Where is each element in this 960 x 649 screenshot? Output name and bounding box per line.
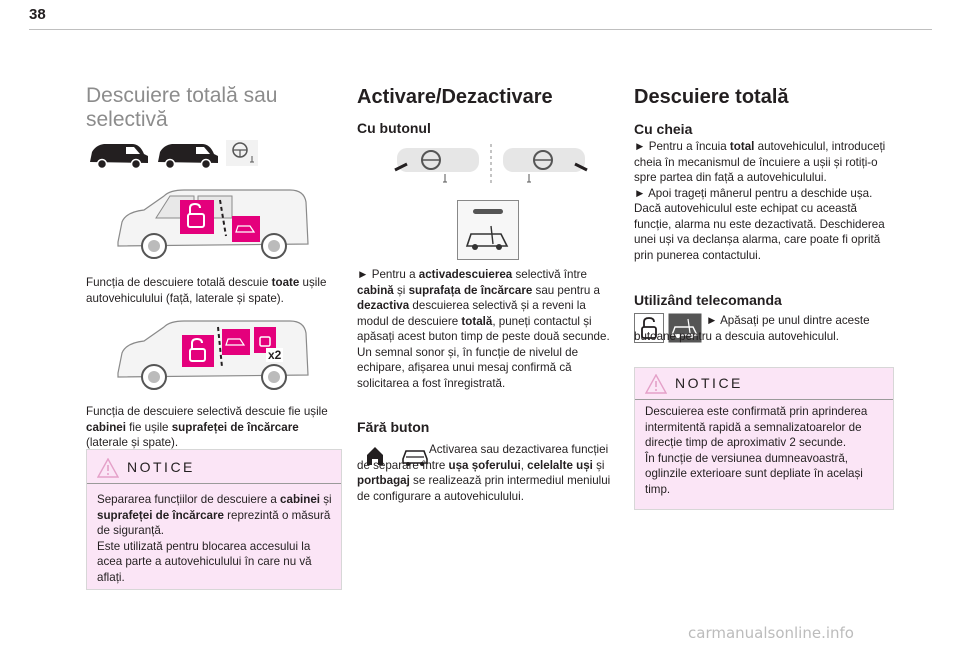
notice-text: Separarea funcțiilor de descuiere a cabinei și suprafeței de încărcare reprezintă o măsură de siguranță. Este utilizată pentru blocarea accesului la acea parte a autovehiculului în care nu vă aflați. xyxy=(97,493,332,584)
section-title-line2: selectivă xyxy=(86,108,168,131)
key-instructions: ► Pentru a încuia total autovehiculul, introduceți cheia în mecanismul de încuiere a ușii și rotiți-o spre partea din față a autovehiculului. ► Apoi trageți mânerul pentru a deschide ușa. Dacă autovehiculul este echipat cu această funcție, alarma nu este dezactivată. Deschiderea unei uși va declanșa alarma, care poate fi oprită prin punerea contactului. xyxy=(634,140,886,262)
steering-wheel-icon xyxy=(226,140,258,166)
total-unlock-description: Funcția de descuiere totală descuie toate ușile autovehiculului (față, laterale și spate). xyxy=(86,276,327,305)
subsection-title-button: Cu butonul xyxy=(357,120,431,136)
van-total-unlock-illustration xyxy=(114,182,314,264)
button-instructions: ► Pentru a activadescuierea selectivă între cabină și suprafața de încărcare sau pentru a dezactiva descuierea selectivă și a reveni la modul de descuiere totală, puneți contactul și apăsați acest buton timp de peste două secunde. Un semnal sonor și, în funcție de nivelul de echipare, afișarea unui mesaj confirmă că solicitarea a fost înregistrată. xyxy=(357,268,610,390)
subsection-title-key: Cu cheia xyxy=(634,121,693,137)
warning-icon xyxy=(645,374,667,394)
page-number: 38 xyxy=(29,6,46,23)
van-unlock-icon xyxy=(222,329,250,355)
warning-icon xyxy=(97,458,119,478)
dashboard-door-views xyxy=(393,142,589,188)
section-title xyxy=(86,84,346,132)
notice-box-separation xyxy=(86,449,342,590)
footer-watermark: carmanualsonline.info xyxy=(688,624,854,642)
section-title: Descuiere totală xyxy=(634,86,789,108)
notice-text: Descuierea este confirmată prin aprinderea intermitentă rapidă a semnalizatoarelor de direcție timp de aproximativ 2 secunde. În funcție de versiunea dumneavoastră, oglinzile exterioare sunt depliate în același timp. xyxy=(645,405,868,496)
van-selective-unlock-illustration xyxy=(114,315,314,395)
vehicle-versions-icons xyxy=(88,140,260,170)
van-unlock-icon xyxy=(232,216,260,242)
subsection-title-remote: Utilizând telecomanda xyxy=(634,292,782,308)
selective-unlock-button xyxy=(457,200,519,260)
notice-title: NOTICE xyxy=(675,375,743,391)
section-title: Activare/Dezactivare xyxy=(357,86,553,108)
button-led-icon xyxy=(473,209,503,214)
remote-instructions: ► Apăsați pe unul dintre aceste butoane pentru a descuia autovehiculul. xyxy=(634,314,870,343)
press-twice-label: x2 xyxy=(268,348,282,362)
section-title-line1: Descuiere totală sau xyxy=(86,84,278,107)
subsection-title-no-button: Fără buton xyxy=(357,419,430,435)
notice-title: NOTICE xyxy=(127,459,195,475)
notice-divider xyxy=(635,399,893,400)
notice-box-confirmation xyxy=(634,367,894,510)
selective-unlock-description: Funcția de descuiere selectivă descuie fie ușile cabinei fie ușile suprafeței de încărcare (laterale și spate). xyxy=(86,405,328,449)
van-short-icon xyxy=(90,144,148,169)
header-divider xyxy=(29,29,932,30)
notice-divider xyxy=(87,483,341,484)
van-long-icon xyxy=(158,144,218,169)
no-button-instructions: Activarea sau dezactivarea funcției de separare între ușa șoferului, celelalte uși și portbagaj se realizează prin intermediul meniului de configurare a autovehiculului. xyxy=(357,443,611,503)
